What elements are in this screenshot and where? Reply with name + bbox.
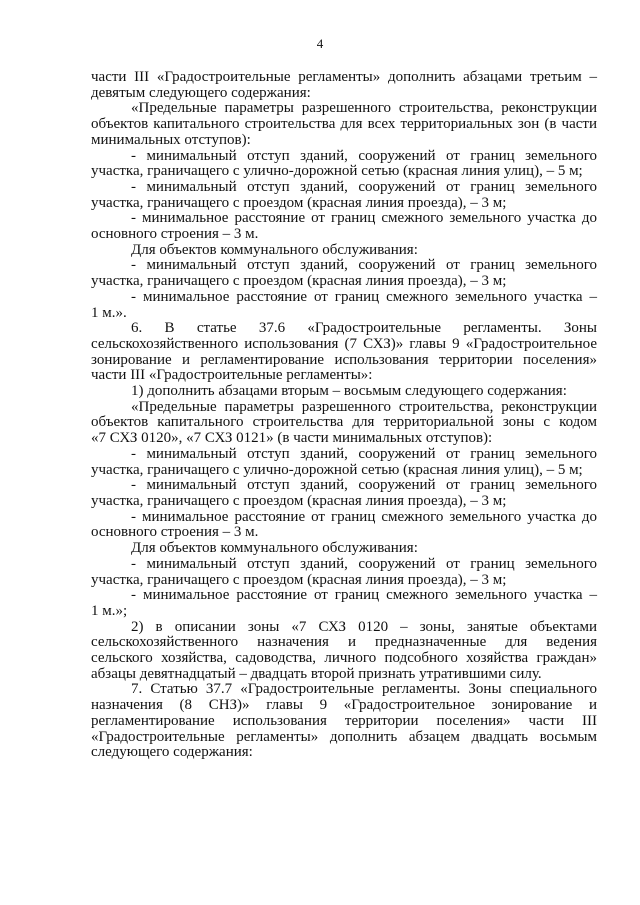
text-line: части III «Градостроительные регламенты»: [91, 367, 373, 384]
text-line: «7 СХЗ 0120», «7 СХЗ 0121» (в части минимальных отступов): [91, 430, 493, 447]
text-line: - минимальный отступ зданий, сооружений от границ земельного [131, 477, 597, 494]
text-line: участка, граничащего с проездом (красная линия проезда), – 3 м; [91, 492, 507, 509]
text-line: участка, граничащего с улично-дорожной сетью (красная линия улиц), – 5 м; [91, 163, 583, 180]
text-line: основного строения – 3 м. [91, 524, 259, 541]
text-line: девятым следующего содержания: [91, 84, 311, 101]
text-line: «Предельные параметры разрешенного строительства, реконструкции [131, 100, 597, 117]
text-line: 1) дополнить абзацами вторым – восьмым следующего содержания: [131, 383, 567, 400]
text-line: «Предельные параметры разрешенного строительства, реконструкции [131, 398, 597, 415]
text-line: абзацы девятнадцатый – двадцать второй признать утратившими силу. [91, 665, 542, 682]
text-line: - минимальный отступ зданий, сооружений от границ земельного [131, 147, 597, 164]
text-line: 1 м.». [91, 304, 127, 321]
text-line: участка, граничащего с проездом (красная линия проезда), – 3 м; [91, 273, 507, 290]
text-line: - минимальное расстояние от границ смежного земельного участка до [131, 508, 597, 525]
text-line: участка, граничащего с улично-дорожной сетью (красная линия улиц), – 5 м; [91, 461, 583, 478]
text-line: основного строения – 3 м. [91, 226, 259, 243]
text-line: - минимальный отступ зданий, сооружений от границ земельного [131, 257, 597, 274]
text-line: сельскохозяйственного назначения и предназначенные для ведения [91, 634, 597, 651]
text-line: минимальных отступов): [91, 131, 251, 148]
text-line: участка, граничащего с проездом (красная линия проезда), – 3 м; [91, 571, 507, 588]
text-line: - минимальный отступ зданий, сооружений от границ земельного [131, 178, 597, 195]
text-line: 2) в описании зоны «7 СХЗ 0120 – зоны, занятые объектами [131, 618, 597, 635]
text-line: назначения (8 СНЗ)» главы 9 «Градостроительное зонирование и [91, 697, 597, 714]
text-line: Для объектов коммунального обслуживания: [131, 241, 418, 258]
document-body [91, 70, 597, 761]
text-line: - минимальный отступ зданий, сооружений от границ земельного [131, 555, 597, 572]
text-line: 7. Статью 37.7 «Градостроительные регламенты. Зоны специального [131, 681, 597, 698]
text-line: - минимальное расстояние от границ смежного земельного участка – [131, 288, 597, 305]
text-line: сельскохозяйственного использования (7 СХЗ)» главы 9 «Градостроительное [91, 335, 597, 352]
text-line: части III «Градостроительные регламенты» дополнить абзацами третьим – [91, 69, 597, 85]
page-number: 4 [316, 36, 324, 51]
text-line: участка, граничащего с проездом (красная линия проезда), – 3 м; [91, 194, 507, 211]
text-line: сельского хозяйства, садоводства, личного подсобного хозяйства граждан» [91, 650, 597, 667]
text-line: - минимальное расстояние от границ смежного земельного участка – [131, 587, 597, 604]
text-line: - минимальное расстояние от границ смежного земельного участка до [131, 210, 597, 227]
text-line: 6. В статье 37.6 «Градостроительные регламенты. Зоны [131, 320, 597, 337]
text-line: объектов капитального строительства для всех территориальных зон (в части [91, 116, 597, 133]
text-line: - минимальный отступ зданий, сооружений от границ земельного [131, 445, 597, 462]
text-line: регламентирование использования территории поселения» части III [91, 712, 597, 729]
text-line: 1 м.»; [91, 602, 128, 619]
text-line: зонирование и регламентирование использования территории поселения» [91, 351, 597, 368]
text-line: следующего содержания: [91, 744, 253, 761]
text-line: объектов капитального строительства для территориальной зоны с кодом [91, 414, 597, 431]
text-line: «Градостроительные регламенты» дополнить абзацем двадцать восьмым [91, 728, 597, 745]
text-line: Для объектов коммунального обслуживания: [131, 540, 418, 557]
